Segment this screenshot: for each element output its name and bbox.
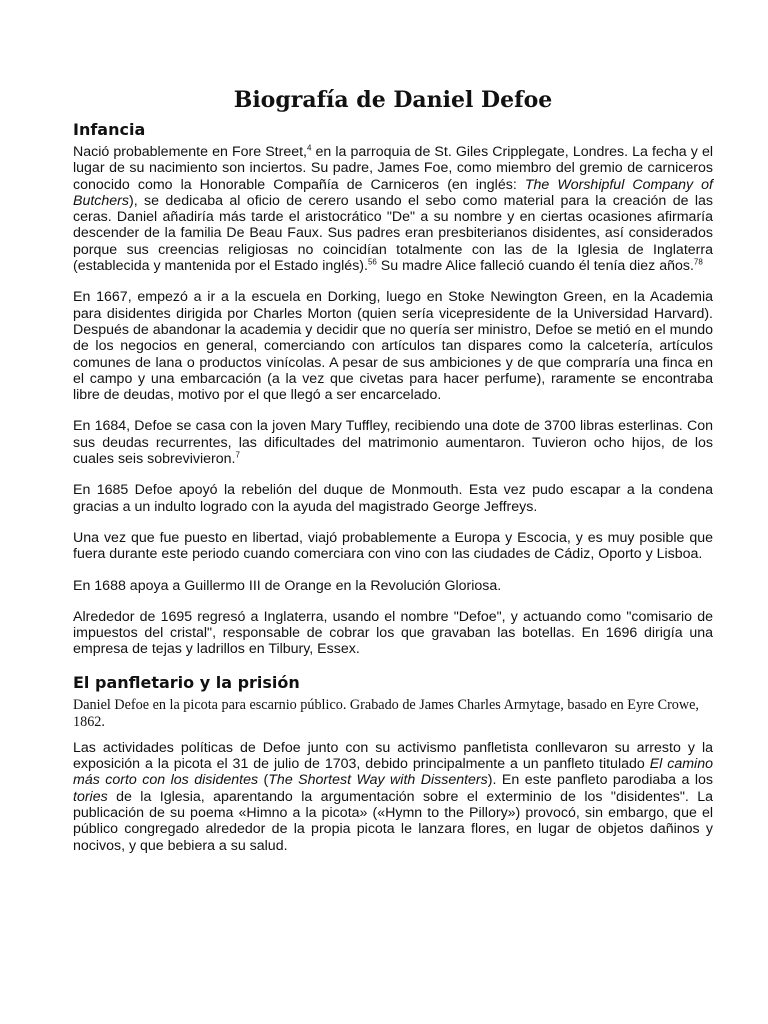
paragraph	[73, 530, 713, 563]
paragraph	[73, 144, 713, 274]
section-heading: Infancia	[73, 120, 146, 139]
text-run: ), se dedicaba al oficio de cerero usando el sebo como material para la creación de las ceras. Daniel añadiría más tarde el aristocrático "De" a su nombre y en ciertas ocasiones afirmaría descender de la familia De Beau Faux. Sus padres eran presbiterianos disidentes, así considerados porque sus creencias religiosas no coincidían totalmente con las de la Iglesia de Inglaterra (establecida y mantenida por el Estado inglés).	[73, 192, 713, 275]
section-heading: El panfletario y la prisión	[73, 672, 300, 692]
paragraph	[73, 482, 713, 515]
text-run: en la parroquia de St. Giles Cripplegate, Londres. La fecha y el lugar de su nacimiento son inciertos. Su padre, James Foe, como miembro del gremio de carniceros conocido como la Honorable Compañía de Carniceros (en inglés:	[73, 144, 713, 193]
text-run: ). En este panfleto parodiaba a los	[487, 772, 713, 789]
paragraph	[73, 578, 713, 594]
section-panfletario	[73, 673, 713, 854]
text-run: Nació probablemente en Fore Street,	[73, 144, 307, 160]
italic-text: The Worshipful Company of Butchers	[73, 176, 714, 209]
text-run: En 1667, empezó a ir a la escuela en Dorking, luego en Stoke Newington Green, en la Academia para disidentes dirigida por Charles Morton (quien sería vicepresidente de la Universidad Harvard). Después de abandonar la academia y decidir que no quería ser ministro, Defoe se metió en el mundo de los negocios en general, comerciando con artículos tan dispares como la calcetería, artículos comunes de lana o productos vinícolas. A pesar de sus ambiciones y de que compraría una finca en el campo y una embarcación (a la vez que civetas para hacer perfume), raramente se encontraba libre de deudas, motivo por el que llegó a ser encarcelado.	[73, 289, 713, 404]
italic-text: El camino más corto con los disidentes	[73, 756, 713, 789]
text-run: Alrededor de 1695 regresó a Inglaterra, usando el nombre "Defoe", y actuando como "comisario de impuestos del cristal", responsable de cobrar los que gravaban las botellas. En 1696 dirigía una empresa de tejas y ladrillos en Tilbury, Essex.	[73, 608, 713, 658]
paragraph	[73, 609, 713, 658]
text-run: En 1684, Defoe se casa con la joven Mary Tuffley, recibiendo una dote de 3700 libras esterlinas. Con sus deudas recurrentes, las dificultades del matrimonio aumentaron. Tuvieron ocho hijos, de los cuales seis sobrevivieron.	[73, 418, 713, 468]
paragraph	[73, 289, 713, 403]
footnote-ref: 56	[367, 257, 377, 267]
text-run: Una vez que fue puesto en libertad, viajó probablemente a Europa y Escocia, y es muy posible que fuera durante este periodo cuando comerciara con vino con las ciudades de Cádiz, Oporto y Lisboa.	[73, 529, 713, 563]
text-run: En 1685 Defoe apoyó la rebelión del duque de Monmouth. Esta vez pudo escapar a la condena gracias a un indulto logrado con la ayuda del magistrado George Jeffreys.	[73, 482, 713, 515]
text-run: Su madre Alice falleció cuando él tenía diez años.	[376, 258, 694, 275]
italic-text: tories	[73, 788, 108, 805]
document-title: Biografía de Daniel Defoe	[233, 87, 553, 113]
text-run: En 1688 apoya a Guillermo III de Orange en la Revolución Gloriosa.	[73, 577, 502, 594]
image-caption: Daniel Defoe en la picota para escarnio público. Grabado de James Charles Armytage, basado en Eyre Crowe, 1862.	[73, 696, 699, 730]
section-infancia	[73, 120, 713, 658]
text-run: (	[258, 772, 269, 789]
footnote-ref: 78	[693, 257, 703, 267]
footnote-ref: 4	[307, 143, 312, 153]
italic-text: The Shortest Way with Dissenters	[268, 772, 488, 789]
paragraph	[73, 418, 713, 467]
section-body	[73, 740, 713, 854]
section-body	[73, 144, 713, 658]
paragraph	[73, 740, 713, 854]
text-run: Las actividades políticas de Defoe junto con su activismo panfletista conllevaron su arresto y la exposición a la picota el 31 de julio de 1703, debido principalmente a un panfleto titulado	[73, 739, 713, 773]
footnote-ref: 7	[235, 450, 240, 460]
text-run: de la Iglesia, aparentando la argumentación sobre el exterminio de los "disidentes". La publicación de su poema «Himno a la picota» («Hymn to the Pillory») provocó, sin embargo, que el público congregado alrededor de la propia picota le lanzara flores, en lugar de objetos dañinos y nocivos, y que bebiera a su salud.	[73, 788, 713, 854]
